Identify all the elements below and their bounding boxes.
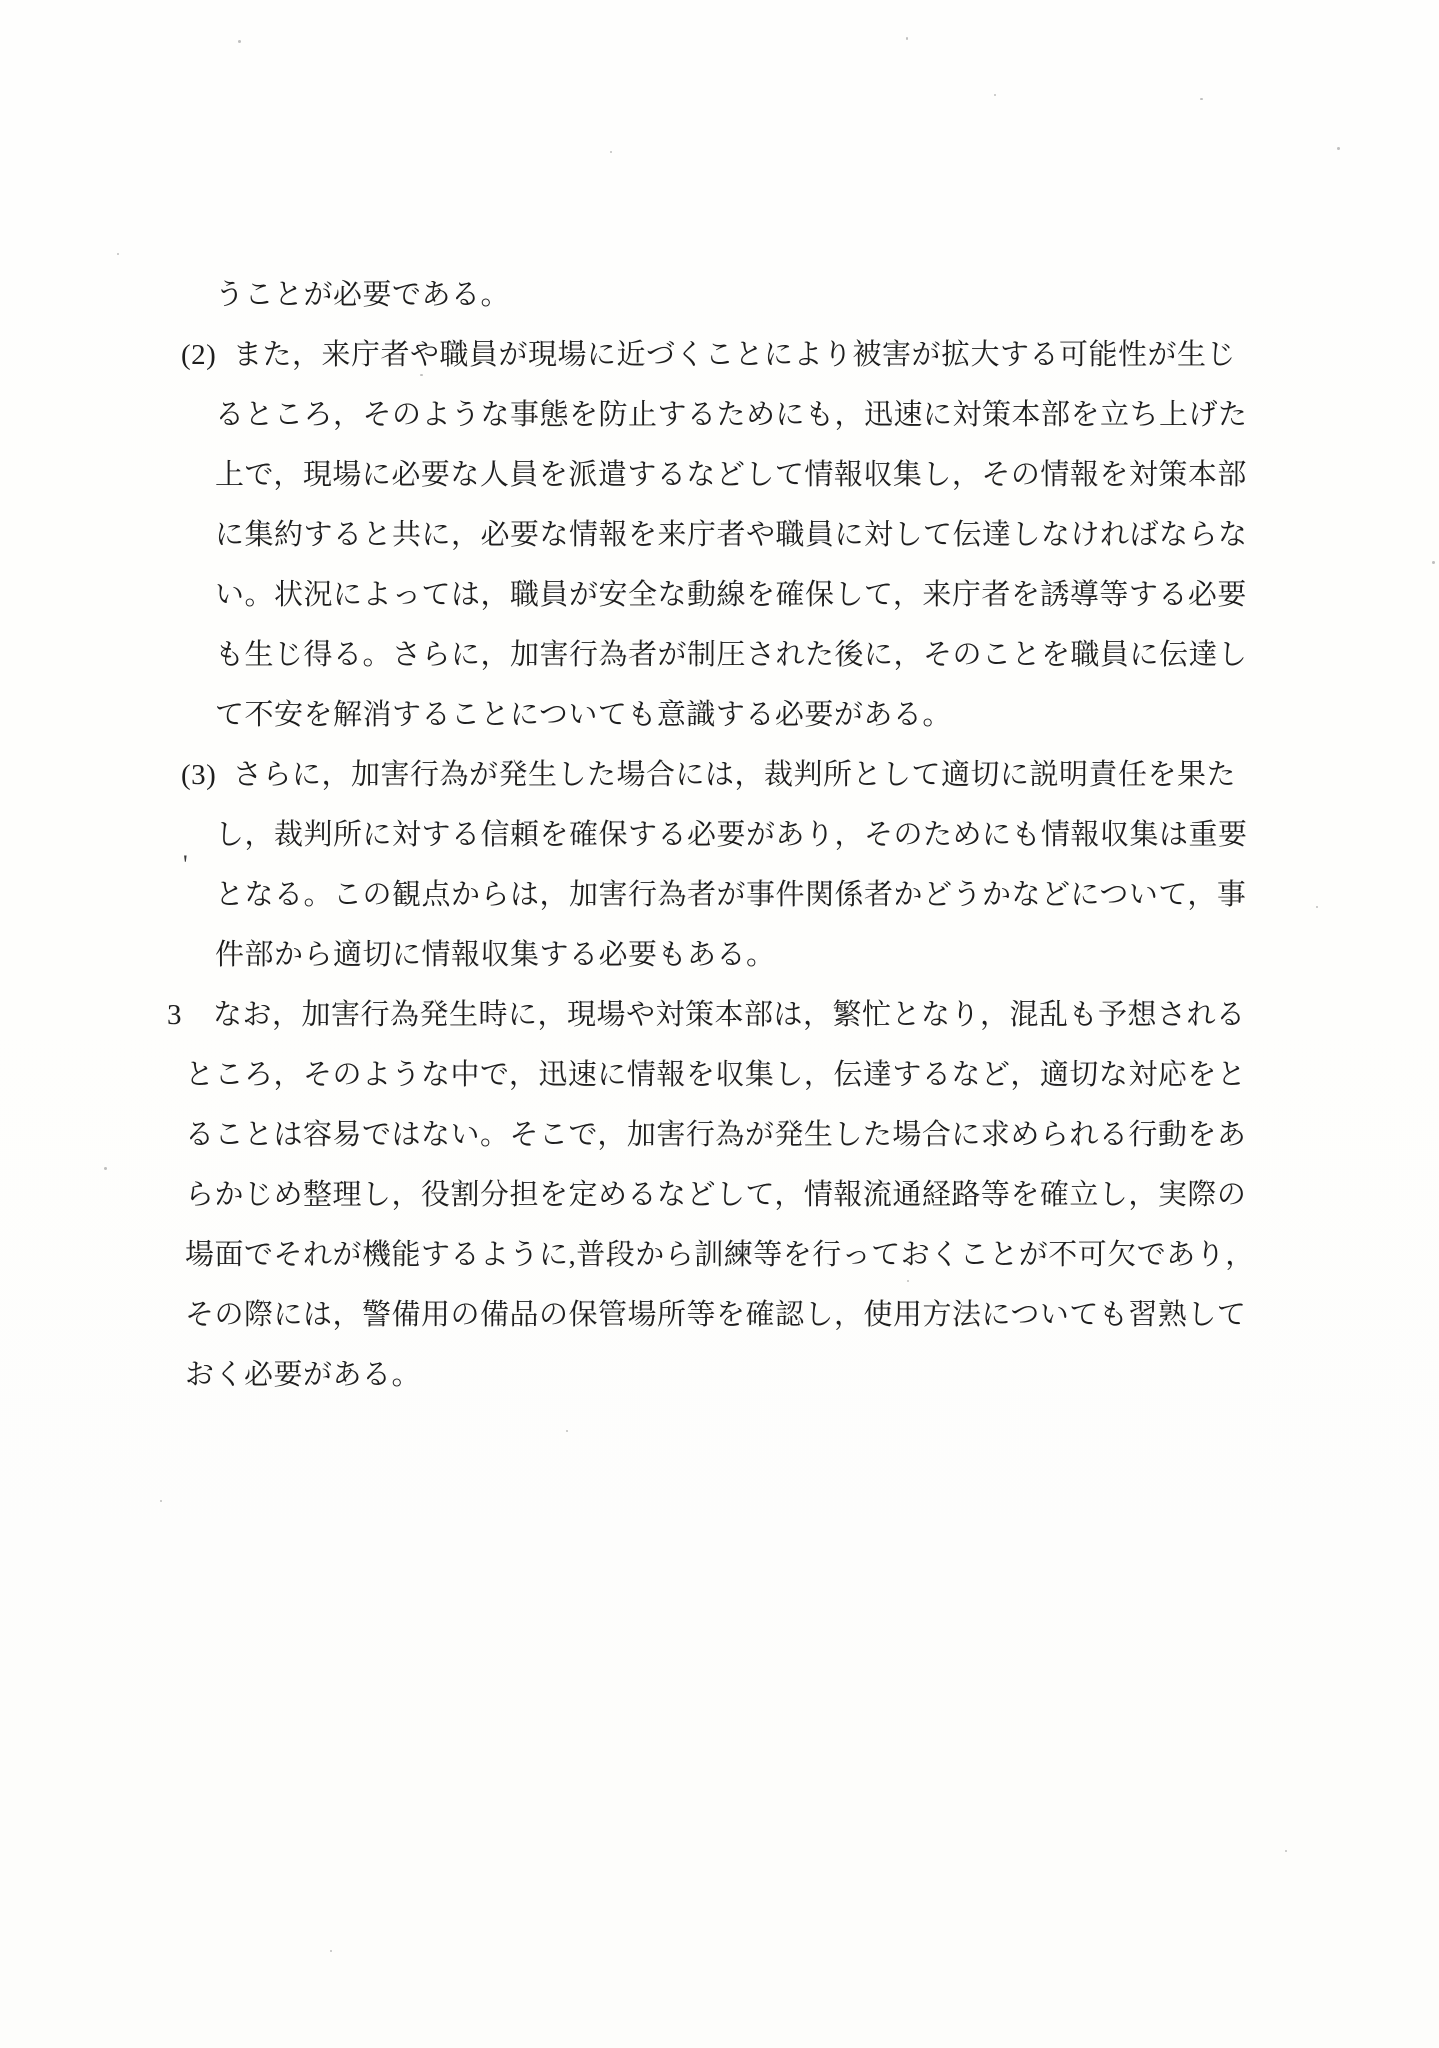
section-3-marker: 3 [167,999,182,1031]
text-line: おく必要がある。 [185,1359,422,1391]
text-line: ところ，そのような中で，迅速に情報を収集し，伝達するなど，適切な対応をと [185,1059,1247,1091]
scan-speck [1200,98,1203,100]
scan-speck [330,1950,332,1952]
text-line: も生じ得る。さらに，加害行為者が制圧された後に，そのことを職員に伝達し [215,639,1248,671]
text-line: し，裁判所に対する信頼を確保する必要があり，そのためにも情報収集は重要 [215,819,1248,851]
text-line: なお，加害行為発生時に，現場や対策本部は，繁忙となり，混乱も予想される [213,999,1246,1031]
list-item-2-first-line [0,325,1439,385]
scan-speck [610,151,612,153]
text-block [0,265,1439,1405]
scan-speck [1337,147,1340,150]
text-line: さらに，加害行為が発生した場合には，裁判所として適切に説明責任を果た [233,759,1237,791]
text-line: 件部から適切に情報収集する必要もある。 [215,939,776,971]
text-line: い。状況によっては，職員が安全な動線を確保して，来庁者を誘導等する必要 [215,579,1247,611]
text-line: に集約すると共に，必要な情報を来庁者や職員に対して伝達しなければならな [215,519,1248,551]
text-line: となる。この観点からは，加害行為者が事件関係者かどうかなどについて，事 [215,879,1247,911]
text-line-intro-continuation: うことが必要である。 [215,279,511,311]
text-line: 上で，現場に必要な人員を派遣するなどして情報収集し，その情報を対策本部 [215,459,1247,491]
scan-speck [238,40,241,43]
list-item-2-marker: (2) [181,339,217,371]
scan-speck [160,1500,162,1502]
scan-speck [566,1430,568,1432]
scan-speck [906,37,908,40]
text-line: て不安を解消することについても意識する必要がある。 [215,699,952,731]
scan-artifact-mark: ' [183,850,188,879]
text-line: 場面でそれが機能するように,普段から訓練等を行っておくことが不可欠であり， [185,1239,1255,1271]
scan-speck [994,94,996,96]
scan-speck [1285,1850,1287,1852]
list-item-3-marker: (3) [181,759,217,791]
section-3-first-line [0,985,1439,1045]
text-line: るところ，そのような事態を防止するためにも，迅速に対策本部を立ち上げた [215,399,1248,431]
text-line: その際には，警備用の備品の保管場所等を確認し，使用方法についても習熟して [185,1299,1247,1331]
text-line: また，来庁者や職員が現場に近づくことにより被害が拡大する可能性が生じ [233,339,1237,371]
scan-speck [117,253,119,255]
text-line: らかじめ整理し，役割分担を定めるなどして，情報流通経路等を確立し，実際の [185,1179,1247,1211]
list-item-3-first-line [0,745,1439,805]
text-line: ることは容易ではない。そこで，加害行為が発生した場合に求められる行動をあ [185,1119,1247,1151]
